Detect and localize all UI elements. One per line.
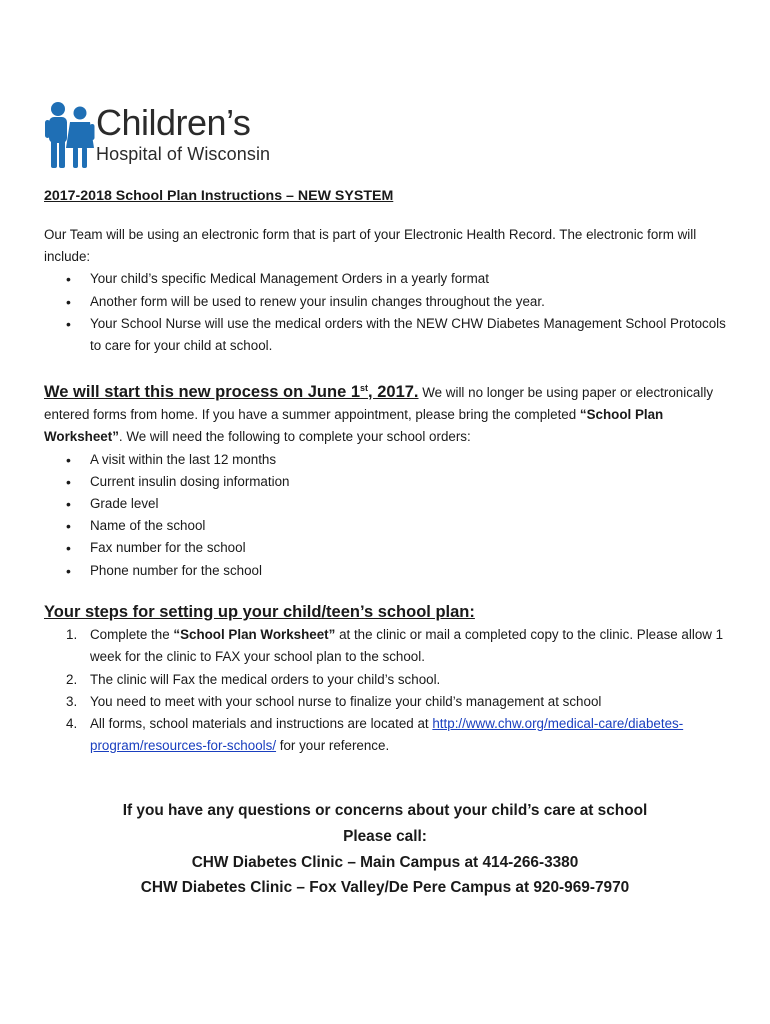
logo-name: Children’s bbox=[96, 102, 251, 143]
steps-list bbox=[44, 624, 734, 757]
list-item: • Your child’s specific Medical Management Orders in a yearly format bbox=[44, 268, 734, 290]
childrens-hospital-logo bbox=[44, 96, 284, 176]
list-item: • Grade level bbox=[44, 493, 734, 515]
steps-section bbox=[44, 601, 734, 757]
contact-main-campus: CHW Diabetes Clinic – Main Campus at 414-266-3380 bbox=[191, 853, 579, 871]
intro-section bbox=[44, 224, 734, 357]
requirements-list bbox=[44, 449, 734, 582]
page-title: 2017-2018 School Plan Instructions – NEW SYSTEM bbox=[44, 188, 394, 204]
list-item: 3. You need to meet with your school nurse to finalize your child’s management at school bbox=[66, 693, 602, 709]
list-item: • Fax number for the school bbox=[44, 537, 734, 559]
contact-question: If you have any questions or concerns about your child’s care at school bbox=[122, 802, 648, 819]
list-item: • Current insulin dosing information bbox=[44, 471, 734, 493]
list-item: • Your School Nurse will use the medical orders with the NEW CHW Diabetes Management School Protocols to care for your child at school. bbox=[44, 313, 734, 357]
list-item: 1. Complete the “School Plan Worksheet” at the clinic or mail a completed copy to the clinic. Please allow 1 week for the clinic to FAX your school plan to the school. bbox=[66, 627, 724, 665]
list-item: 2. The clinic will Fax the medical orders to your child’s school. bbox=[66, 671, 441, 687]
resources-link[interactable]: http://www.chw.org/medical-care/diabetes-program/resources-for-schools/ bbox=[90, 716, 684, 754]
list-item: • Another form will be used to renew your insulin changes throughout the year. bbox=[44, 291, 734, 313]
intro-paragraph: Our Team will be using an electronic form that is part of your Electronic Health Record. The electronic form will include: bbox=[44, 227, 697, 265]
list-item: 4. All forms, school materials and instructions are located at http://www.chw.org/medical-care/diabetes-program/resources-for-schools/ for your reference. bbox=[66, 716, 684, 754]
list-item: • Name of the school bbox=[44, 515, 734, 537]
logo-subtitle: Hospital of Wisconsin bbox=[96, 144, 271, 164]
list-item: • A visit within the last 12 months bbox=[44, 449, 734, 471]
start-paragraph: We will start this new process on June 1st, 2017. We will no longer be using paper or electronically entered forms from home. If you have a summer appointment, please bring the completed “School Plan Worksheet”. We will need the following to complete your school orders: bbox=[44, 383, 714, 445]
contact-section bbox=[0, 798, 770, 901]
start-section bbox=[44, 377, 734, 582]
contact-fox-valley: CHW Diabetes Clinic – Fox Valley/De Pere Campus at 920-969-7970 bbox=[140, 879, 630, 897]
contact-call: Please call: bbox=[343, 827, 427, 845]
children-figures-icon bbox=[44, 100, 96, 170]
start-heading: We will start this new process on June 1st, 2017. bbox=[44, 383, 419, 401]
list-item: • Phone number for the school bbox=[44, 560, 734, 582]
intro-list bbox=[44, 268, 734, 357]
steps-heading: Your steps for setting up your child/teen’s school plan: bbox=[44, 603, 475, 621]
